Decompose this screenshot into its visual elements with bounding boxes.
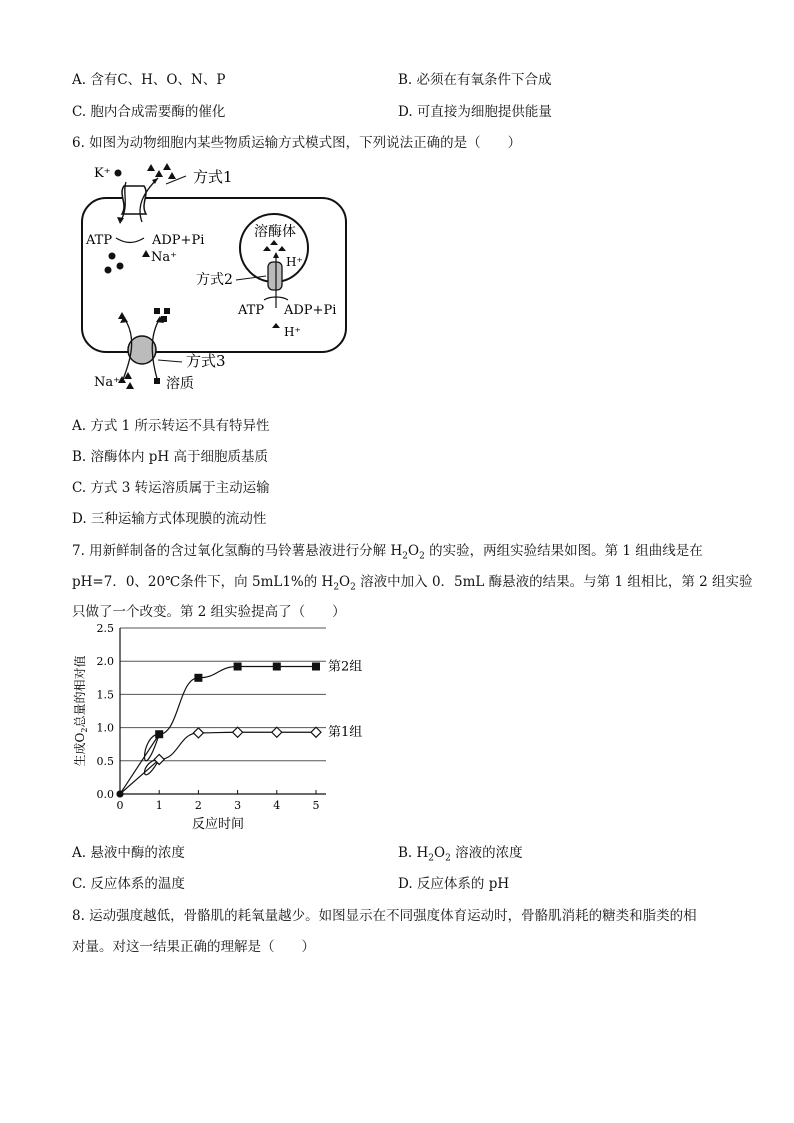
series-2-point [234, 663, 242, 671]
x-tick-label: 1 [155, 799, 163, 812]
k-ion-in-2 [117, 263, 124, 270]
q7-option-c: C. 反应体系的温度 [72, 876, 185, 892]
lysosome-h-3 [278, 246, 286, 251]
solute-out [154, 378, 160, 384]
pump-1-arrowhead-in [117, 217, 124, 224]
series-2-point [194, 674, 202, 682]
y-tick-label: 1.0 [96, 721, 114, 735]
q7-stem-line-3: 只做了一个改变。第 2 组实验提高了（ ） [72, 604, 346, 620]
adp-1-label: ADP+Pi [152, 233, 205, 248]
y-tick-label: 0.5 [96, 754, 114, 768]
transport-diagram-svg [78, 158, 368, 398]
q7-stem-line-2: pH=7．0、20℃条件下，向 5mL1%的 $H_2O_2$ 溶液中加入 0．5mL 酶悬液的结果。与第 1 组相比，第 2 组实验 [72, 574, 753, 593]
q6-stem: 6. 如图为动物细胞内某些物质运输方式模式图，下列说法正确的是（ ） [72, 135, 522, 151]
series-label-2: 第1组 [328, 725, 363, 741]
na-ion-in-3 [118, 312, 126, 319]
mode3-pointer [158, 360, 182, 362]
cytosol-h [272, 323, 280, 328]
q5-option-a: A. 含有C、H、O、N、P [72, 72, 226, 88]
q5-option-c: C. 胞内合成需要酶的催化 [72, 104, 226, 120]
atp-2-label: ATP [238, 303, 265, 318]
q5-option-b: B. 必须在有氧条件下合成 [398, 72, 552, 88]
x-tick-label: 2 [194, 799, 202, 812]
na-ion-top-4 [168, 172, 176, 179]
na-ion-top-3 [163, 163, 171, 170]
lysosome-h-label: H⁺ [286, 255, 303, 269]
q5-option-d: D. 可直接为细胞提供能量 [398, 104, 552, 120]
k-ion-dot [115, 170, 122, 177]
pump-2 [268, 262, 282, 290]
series-1-point [233, 727, 243, 737]
q8-stem-line-1: 8. 运动强度越低，骨骼肌的耗氧量越少。如图显示在不同强度体育运动时，骨骼肌消耗的糖类和脂类的相 [72, 908, 697, 924]
solute-label: 溶质 [166, 376, 194, 392]
k-ion-label: K⁺ [94, 166, 111, 181]
y-tick-label: 2.5 [96, 622, 114, 635]
q7-option-a: A. 悬液中酶的浓度 [72, 845, 185, 861]
lysosome-h-1 [270, 240, 278, 245]
pump-2-arrowhead [273, 252, 279, 258]
mode2-label: 方式2 [196, 272, 233, 288]
atp-1-label: ATP [86, 233, 113, 248]
chart-grid [120, 628, 326, 761]
series-point-origin [117, 791, 124, 798]
solute-in-1 [154, 308, 160, 314]
q7-option-d: D. 反应体系的 pH [398, 876, 510, 892]
series-1-point [311, 727, 321, 737]
q6-option-d: D. 三种运输方式体现膜的流动性 [72, 511, 267, 527]
mode1-pointer [166, 176, 186, 184]
y-axis-title: 生成$O_2$总量的相对值 [73, 655, 89, 767]
mode1-label: 方式1 [193, 168, 233, 186]
x-tick-label: 4 [273, 799, 281, 812]
o2-chart-svg [70, 618, 400, 836]
chart-axes [120, 628, 326, 794]
lysosome-h-2 [263, 246, 271, 251]
y-tick-label: 0.0 [96, 788, 114, 801]
mode3-label: 方式3 [186, 352, 226, 370]
chart-labels [72, 622, 362, 832]
k-ion-in-1 [109, 253, 116, 260]
solute-in-2 [164, 308, 170, 314]
q6-option-c: C. 方式 3 转运溶质属于主动运输 [72, 480, 270, 496]
series-1-point [193, 728, 203, 738]
na-ion-out-2 [126, 382, 134, 389]
x-axis-title: 反应时间 [191, 817, 245, 832]
o2-chart [70, 618, 400, 836]
solute-in-3 [161, 316, 167, 322]
q6-option-a: A. 方式 1 所示转运不具有特异性 [72, 418, 270, 434]
lysosome-label: 溶酶体 [254, 224, 296, 240]
series-2-point [312, 663, 320, 671]
q6-option-b: B. 溶酶体内 pH 高于细胞质基质 [72, 449, 269, 465]
na-ion-top-2 [155, 170, 163, 177]
series-1-point [272, 727, 282, 737]
q7-stem-line-1: 7. 用新鲜制备的含过氧化氢酶的马铃薯悬液进行分解 $H_2O_2$ 的实验，两组实验结果如图。第 1 组曲线是在 [72, 543, 703, 562]
na-in-label: Na⁺ [151, 250, 177, 265]
x-tick-label: 3 [234, 799, 242, 812]
na-ion-in [142, 250, 150, 257]
q8-stem-line-2: 对量。对这一结果正确的理解是（ ） [72, 939, 315, 955]
adp-2-label: ADP+Pi [284, 303, 337, 318]
na-ion-top-1 [147, 164, 155, 171]
atp-1-arrow [116, 238, 144, 243]
y-tick-label: 1.5 [96, 688, 114, 702]
series-label-1: 第2组 [328, 659, 363, 675]
q7-option-b: B. $H_2O_2$ 溶液的浓度 [398, 845, 523, 864]
y-tick-label: 2.0 [96, 655, 114, 669]
transport-diagram [78, 158, 368, 398]
series-line-1 [120, 667, 316, 794]
series-2-point [155, 730, 163, 738]
cytosol-h-label: H⁺ [284, 325, 301, 339]
pump-1-arrow-na [140, 178, 158, 222]
x-tick-label: 5 [312, 799, 320, 812]
chart-series [117, 663, 322, 798]
x-tick-label: 0 [116, 799, 124, 812]
series-2-point [273, 663, 281, 671]
na-out-label: Na⁺ [94, 375, 120, 390]
k-ion-in-3 [105, 267, 112, 274]
